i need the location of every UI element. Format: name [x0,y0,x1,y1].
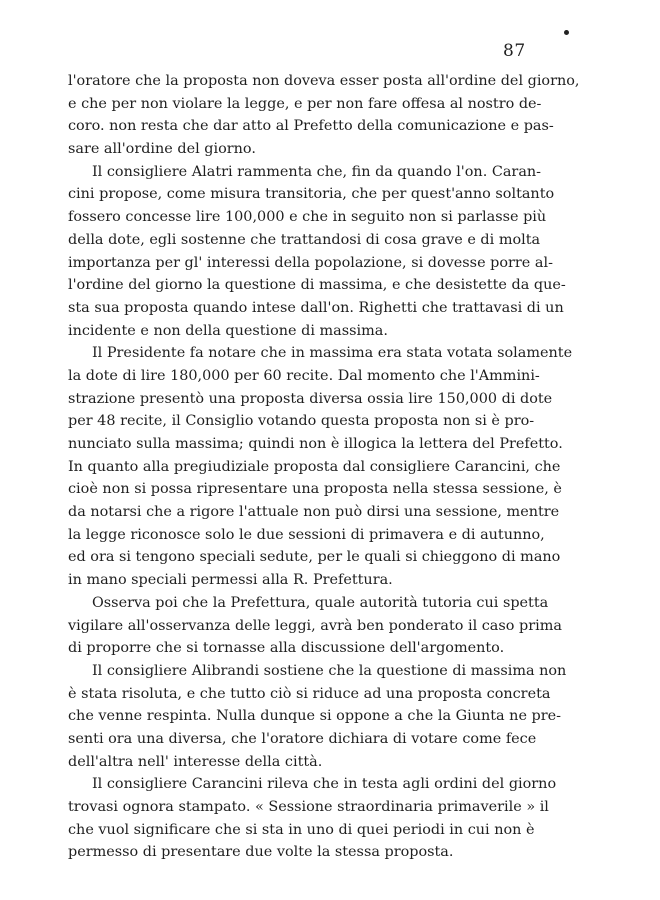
text-line: di proporre che si tornasse alla discussione dell'argomento. [68,640,505,657]
text-line: senti ora una diversa, che l'oratore dichiara di votare come fece [68,730,537,747]
text-line: incidente e non della questione di massima. [68,322,388,339]
text-line: Osserva poi che la Prefettura, quale autorità tutoria cui spetta [92,594,549,611]
text-line: Il Presidente fa notare che in massima era stata votata solamente [92,345,573,362]
text-line: che vuol significare che si sta in uno di quei periodi in cui non è [68,821,535,838]
text-line: l'oratore che la proposta non doveva esser posta all'ordine del giorno, [68,73,580,89]
text-line: cini propose, come misura transitoria, che per quest'anno soltanto [68,186,555,203]
text-line: importanza per gl' interessi della popolazione, si dovesse porre al- [68,254,553,271]
text-line: della dote, egli sostenne che trattandosi di cosa grave e di molta [68,231,541,248]
text-line: la legge riconosce solo le due sessioni di primavera e di autunno, [68,526,545,543]
text-line: sare all'ordine del giorno. [68,141,256,158]
text-line: In quanto alla pregiudiziale proposta dal consigliere Carancini, che [68,458,561,475]
text-line: la dote di lire 180,000 per 60 recite. Dal momento che l'Ammini- [68,367,540,384]
text-line: Il consigliere Alatri rammenta che, fin da quando l'on. Caran- [92,163,542,180]
text-line: trovasi ognora stampato. « Sessione straordinaria primaverile » il [68,799,549,815]
text-line: permesso di presentare due volte la stessa proposta. [68,844,454,861]
text-line: strazione presentò una proposta diversa ossia lire 150,000 di dote [68,390,553,407]
text-line: l'ordine del giorno la questione di massima, e che desistette da que- [68,277,566,294]
text-line: da notarsi che a rigore l'attuale non può dirsi una sessione, mentre [68,504,560,521]
text-line: nunciato sulla massima; quindi non è illogica la lettera del Prefetto. [68,436,563,452]
text-line: è stata risoluta, e che tutto ciò si riduce ad una proposta concreta [68,685,551,702]
text-line: fossero concesse lire 100,000 e che in seguito non si parlasse più [68,209,547,226]
body-text [68,70,580,864]
text-line: Il consigliere Carancini rileva che in testa agli ordini del giorno [92,776,557,793]
text-line: vigilare all'osservanza delle leggi, avrà ben ponderato il caso prima [68,617,562,634]
text-line: sta sua proposta quando intese dall'on. Righetti che trattavasi di un [68,299,564,316]
text-line: per 48 recite, il Consiglio votando questa proposta non si è pro- [68,413,535,430]
printer-mark-dot [564,30,569,35]
text-line: in mano speciali permessi alla R. Prefettura. [68,572,393,589]
text-line: e che per non violare la legge, e per non fare offesa al nostro de- [68,95,542,112]
text-line: che venne respinta. Nulla dunque si oppone a che la Giunta ne pre- [68,708,562,725]
text-line: Il consigliere Alibrandi sostiene che la questione di massima non [92,662,567,679]
page-number: 87 [503,41,526,61]
text-line: dell'altra nell' interesse della città. [68,753,323,770]
text-line: coro. non resta che dar atto al Prefetto della comunicazione e pas- [68,118,554,135]
text-line: ed ora si tengono speciali sedute, per le quali si chieggono di mano [68,549,561,566]
text-line: cioè non si possa ripresentare una proposta nella stessa sessione, è [68,481,562,498]
